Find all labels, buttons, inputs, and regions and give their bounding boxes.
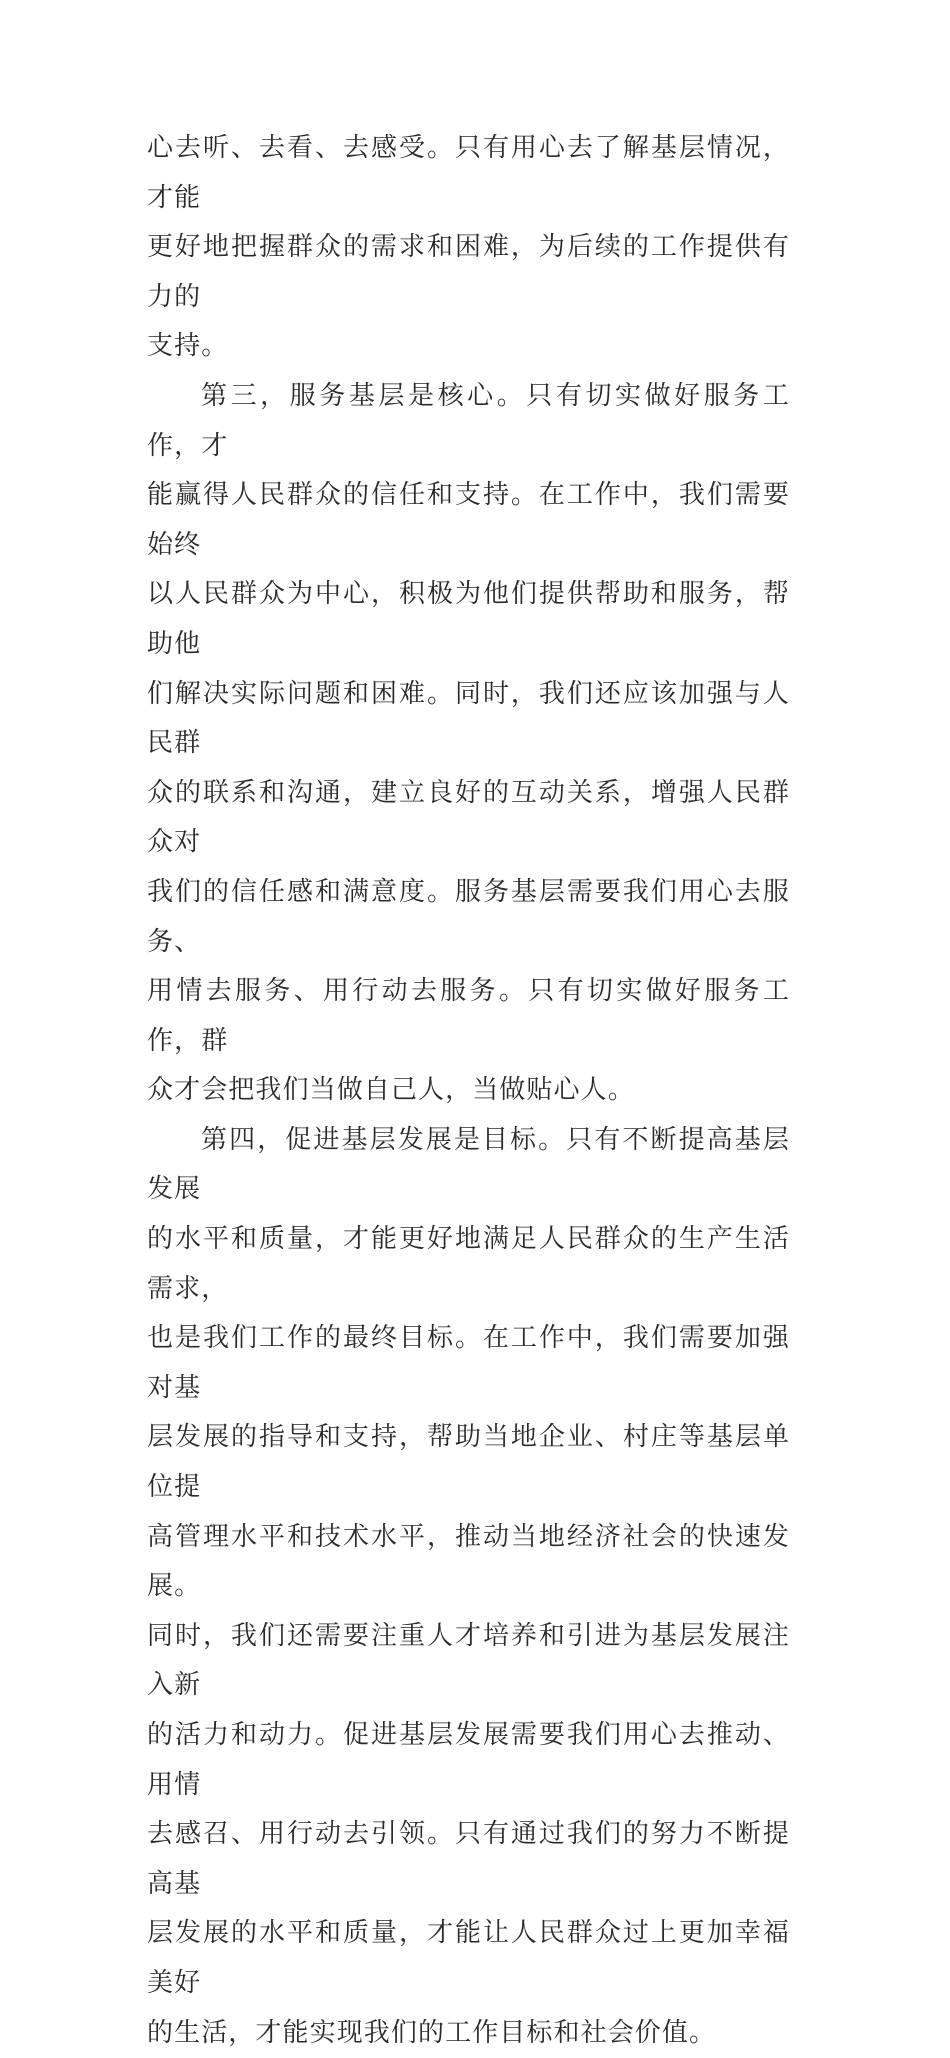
text-line: 第四，促进基层发展是目标。只有不断提高基层发展	[147, 1124, 790, 1205]
text-line: 同时，我们还需要注重人才培养和引进为基层发展注入新	[147, 1620, 790, 1701]
text-line: 心去听、去看、去感受。只有用心去了解基层情况，才能	[147, 133, 790, 213]
paragraph-third-point	[147, 372, 790, 1116]
text-line: 的水平和质量，才能更好地满足人民群众的生产生活需求，	[147, 1224, 790, 1304]
text-line: 支持。	[147, 331, 229, 362]
text-line: 以人民群众为中心，积极为他们提供帮助和服务，帮助他	[147, 579, 790, 659]
text-line: 也是我们工作的最终目标。在工作中，我们需要加强对基	[147, 1323, 790, 1403]
text-line: 用情去服务、用行动去服务。只有切实做好服务工作，群	[147, 976, 790, 1056]
text-line: 的活力和动力。促进基层发展需要我们用心去推动、用情	[147, 1720, 790, 1800]
text-line: 我们的信任感和满意度。服务基层需要我们用心去服务、	[147, 876, 790, 957]
paragraph-continuation	[147, 124, 790, 372]
paragraph-fourth-point	[147, 1116, 790, 2058]
text-line: 的生活，才能实现我们的工作目标和社会价值。	[147, 2017, 717, 2048]
text-line: 们解决实际问题和困难。同时，我们还应该加强与人民群	[147, 678, 790, 759]
text-line: 更好地把握群众的需求和困难，为后续的工作提供有力的	[147, 232, 790, 312]
text-line: 众才会把我们当做自己人，当做贴心人。	[147, 1075, 635, 1106]
text-line: 第三，服务基层是核心。只有切实做好服务工作，才	[147, 380, 790, 461]
text-line: 高管理水平和技术水平，推动当地经济社会的快速发展。	[147, 1521, 790, 1602]
text-line: 层发展的水平和质量，才能让人民群众过上更加幸福美好	[147, 1918, 790, 1998]
text-line: 层发展的指导和支持，帮助当地企业、村庄等基层单位提	[147, 1422, 790, 1503]
document-body	[147, 124, 790, 2058]
text-line: 去感召、用行动去引领。只有通过我们的努力不断提高基	[147, 1819, 790, 1899]
text-line: 众的联系和沟通，建立良好的互动关系，增强人民群众对	[147, 777, 790, 858]
text-line: 能赢得人民群众的信任和支持。在工作中，我们需要始终	[147, 480, 790, 560]
